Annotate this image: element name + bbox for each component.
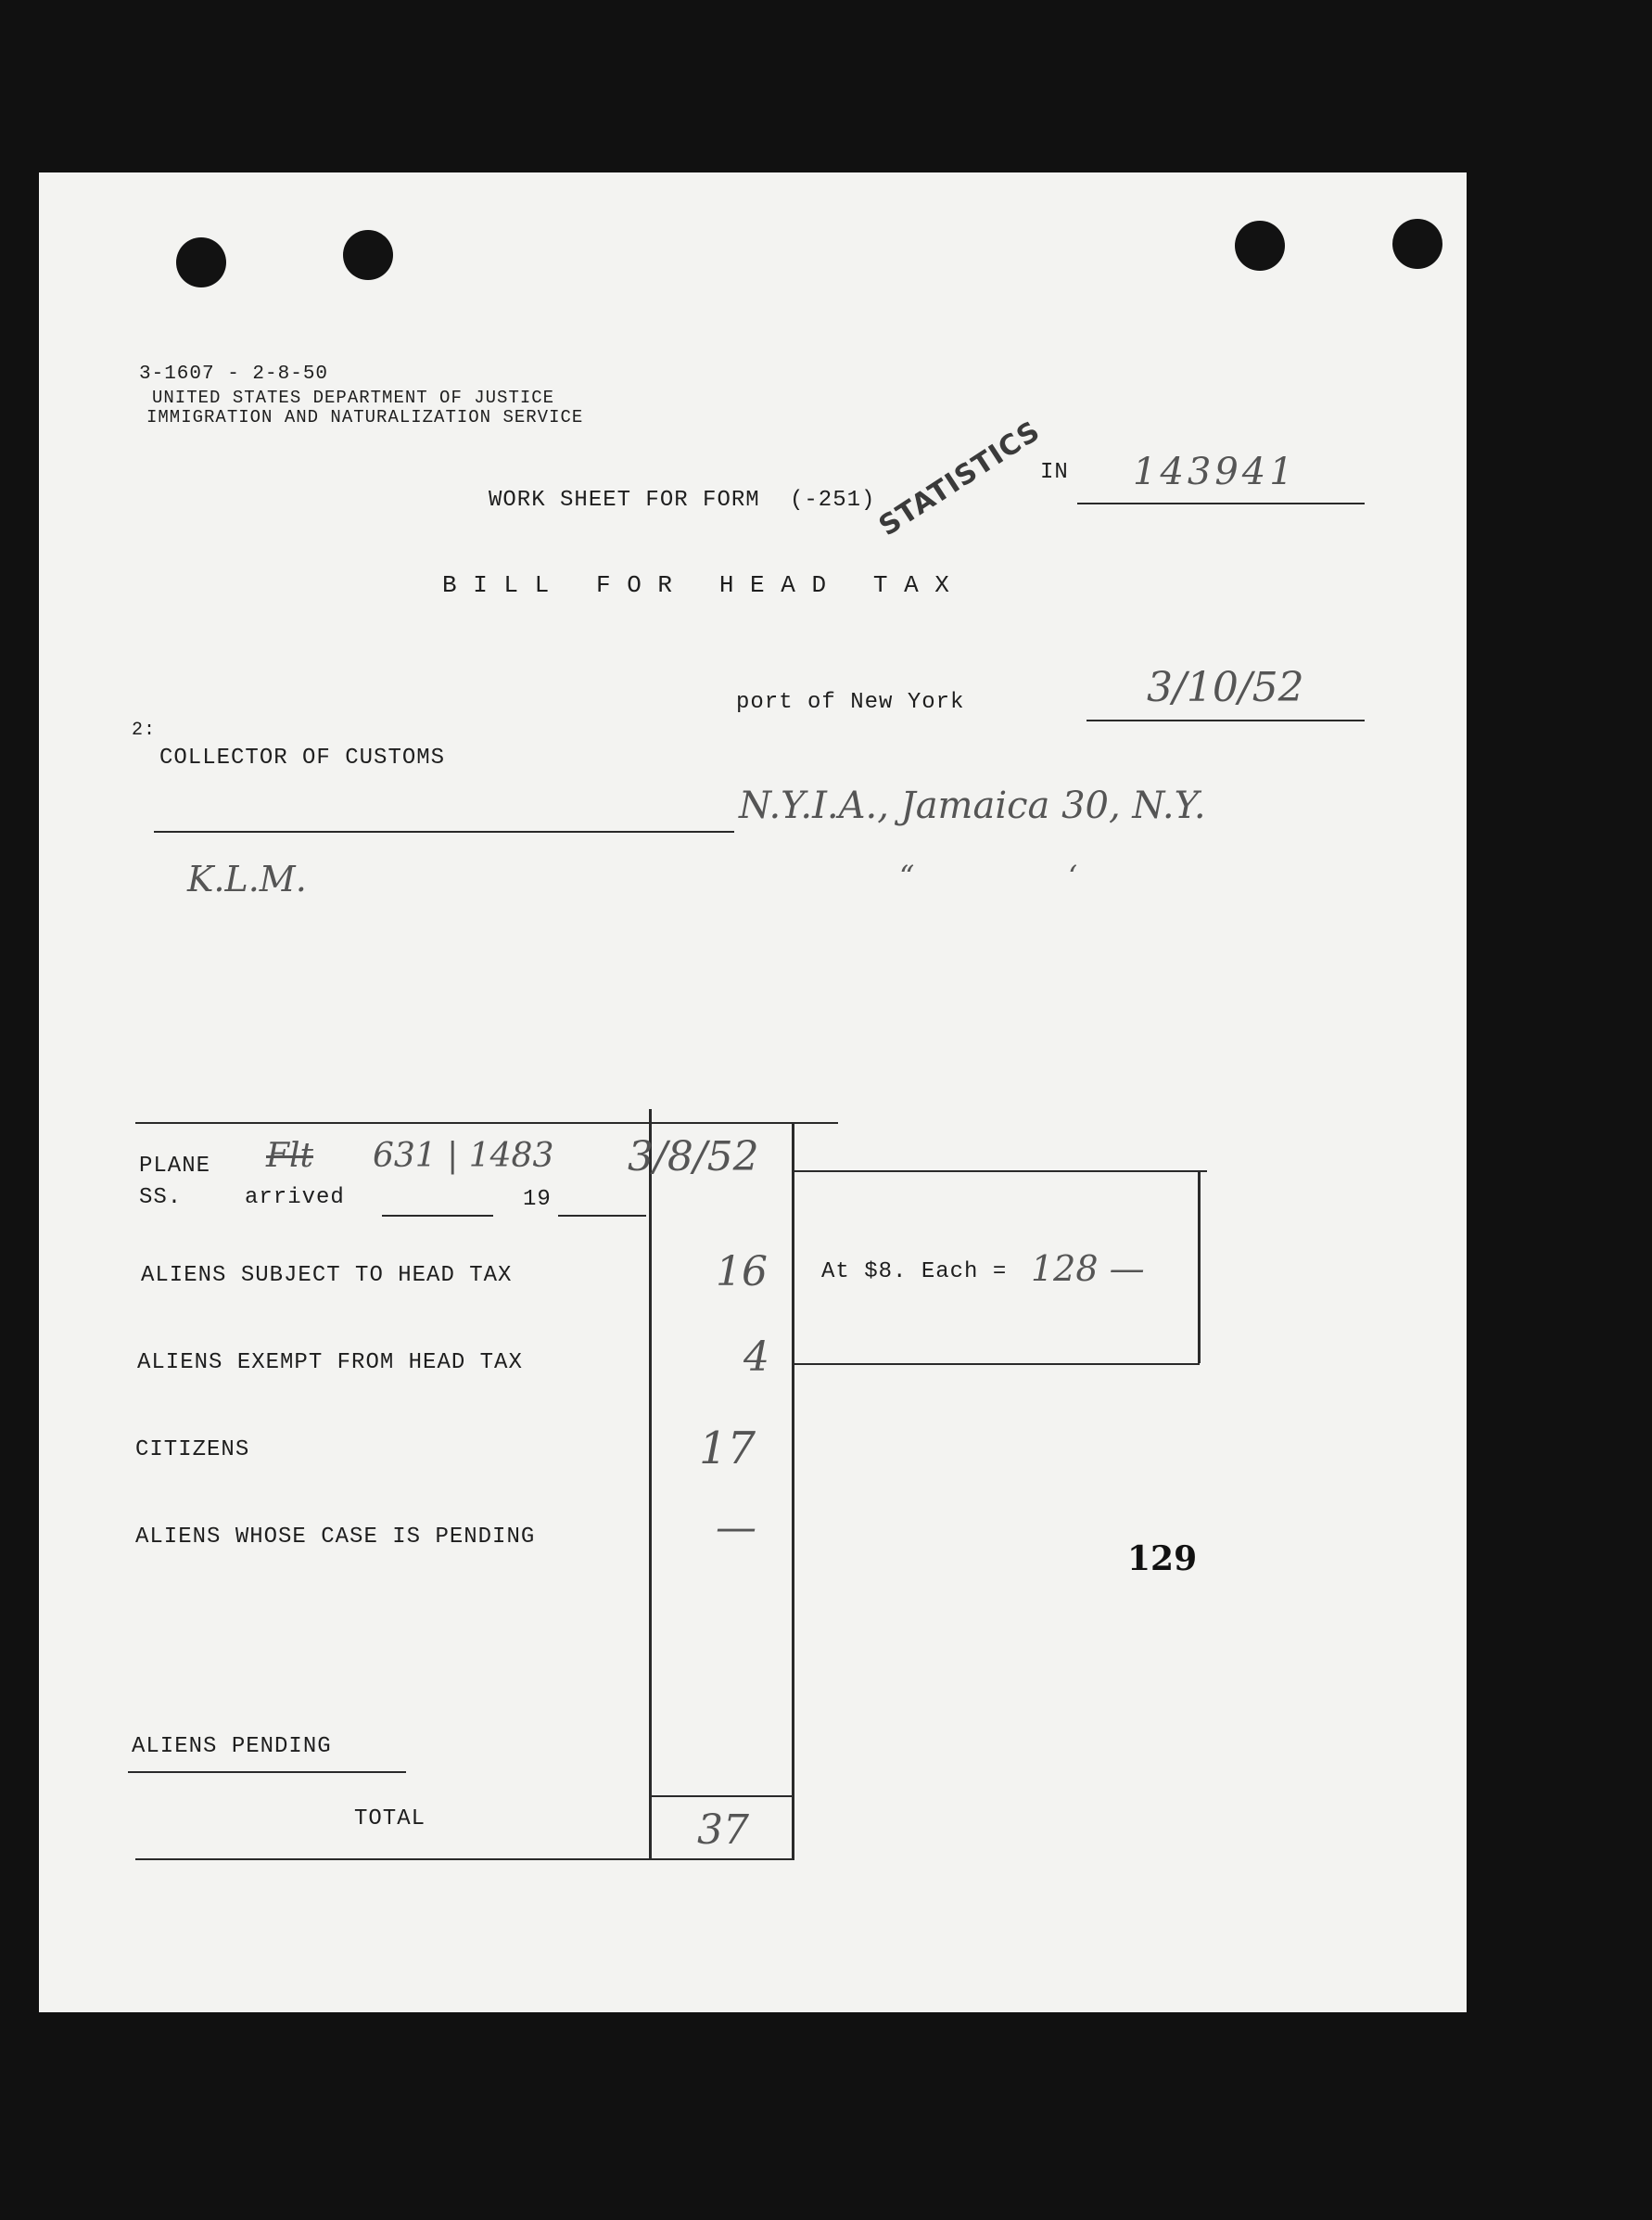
ss-label: SS. xyxy=(139,1185,183,1210)
aliens-pending-underline xyxy=(128,1771,406,1773)
arrived-label: arrived xyxy=(245,1185,345,1210)
arrived-underline xyxy=(382,1215,493,1217)
agency-line-1: UNITED STATES DEPARTMENT OF JUSTICE xyxy=(152,388,555,408)
punch-hole xyxy=(176,237,226,287)
punch-hole xyxy=(343,230,393,280)
table-bottom-border xyxy=(135,1858,794,1860)
date-underline xyxy=(1087,720,1365,721)
rate-label: At $8. Each = xyxy=(821,1259,1008,1284)
table-top-border xyxy=(135,1122,838,1124)
table-divider xyxy=(649,1109,652,1860)
aliens-pending-label: ALIENS PENDING xyxy=(132,1734,332,1759)
row-value-exempt: 4 xyxy=(743,1333,769,1381)
punch-hole xyxy=(1392,219,1442,269)
row-label-subject: ALIENS SUBJECT TO HEAD TAX xyxy=(141,1263,513,1288)
collector-label: COLLECTOR OF CUSTOMS xyxy=(159,746,446,771)
address-handwritten: N.Y.I.A., Jamaica 30, N.Y. xyxy=(739,785,1206,827)
arrival-date-handwritten: 3/8/52 xyxy=(628,1133,759,1180)
carrier-handwritten: K.L.M. xyxy=(187,859,307,899)
port-label: port of New York xyxy=(736,690,965,715)
plane-label: PLANE xyxy=(139,1154,211,1179)
in-underline xyxy=(1077,503,1365,504)
worksheet-title: WORK SHEET FOR FORM xyxy=(489,488,760,513)
to-label: 2: xyxy=(132,720,157,741)
row-value-citizens: 17 xyxy=(699,1423,756,1474)
rate-amount: 128 — xyxy=(1031,1248,1145,1289)
total-value: 37 xyxy=(697,1806,749,1854)
document-page xyxy=(39,172,1467,2012)
in-label: IN xyxy=(1040,460,1069,485)
collector-underline xyxy=(154,831,734,833)
total-row-divider xyxy=(651,1795,794,1797)
form-number: (-251) xyxy=(790,488,876,513)
punch-hole xyxy=(1235,221,1285,271)
flight-handwritten: 631 | 1483 xyxy=(373,1137,554,1175)
year-prefix: 19 xyxy=(523,1187,552,1212)
page-number: 129 xyxy=(1127,1539,1198,1578)
row-label-exempt: ALIENS EXEMPT FROM HEAD TAX xyxy=(137,1350,523,1375)
agency-line-2: IMMIGRATION AND NATURALIZATION SERVICE xyxy=(146,407,584,427)
rate-box-right xyxy=(1198,1170,1201,1363)
year-underline xyxy=(558,1215,646,1217)
row-label-citizens: CITIZENS xyxy=(135,1437,250,1462)
bill-title: B I L L F O R H E A D T A X xyxy=(442,571,950,599)
rate-box-bottom xyxy=(794,1363,1200,1365)
ditto-mark: “ xyxy=(899,859,915,894)
table-right-border xyxy=(792,1122,794,1860)
row-value-subject: 16 xyxy=(716,1248,768,1295)
total-label: TOTAL xyxy=(354,1806,426,1831)
form-code: 3-1607 - 2-8-50 xyxy=(139,364,329,385)
rate-box-top xyxy=(794,1170,1207,1172)
ditto-mark: ‘ xyxy=(1068,859,1078,894)
row-value-pending: — xyxy=(716,1504,756,1551)
in-number: 143941 xyxy=(1133,451,1297,493)
statistics-stamp: STATISTICS xyxy=(873,415,1047,543)
date-handwritten: 3/10/52 xyxy=(1147,664,1304,711)
flight-struck: Flt xyxy=(266,1137,313,1175)
row-label-pending: ALIENS WHOSE CASE IS PENDING xyxy=(135,1525,536,1550)
